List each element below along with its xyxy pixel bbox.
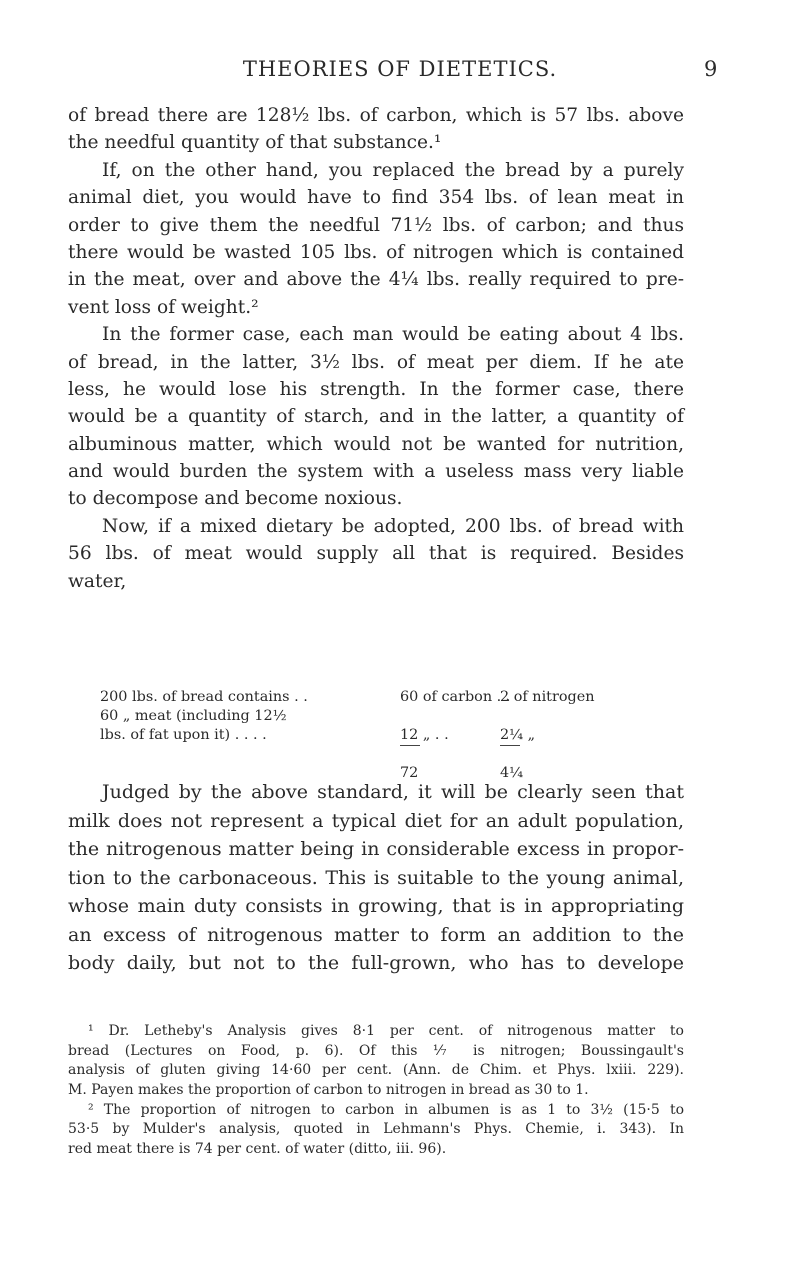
text-line: 56 lbs. of meat would supply all that is required. Besides — [68, 543, 684, 565]
text-line: albuminous matter, which would not be wanted for nutrition, — [68, 433, 684, 455]
nitrogen-value: 2¼ „ — [500, 727, 536, 743]
nutrient-table — [100, 688, 660, 783]
footnote-line: ¹ Dr. Letheby's Analysis gives 8·1 per cent. of nitrogenous matter to — [88, 1023, 684, 1039]
table-row — [100, 688, 660, 707]
text-line: an excess of nitrogenous matter to form an addition to the — [68, 923, 684, 946]
table-row — [100, 707, 660, 726]
text-line: Judged by the above standard, it will be clearly seen that — [102, 781, 684, 803]
text-line: less, he would lose his strength. In the former case, there — [68, 378, 684, 400]
text-line: tion to the carbonaceous. This is suitable to the young animal, — [68, 866, 684, 889]
row-label: lbs. of fat upon it) . . . . — [100, 727, 267, 743]
nitrogen-value: 2 of nitrogen — [500, 689, 595, 705]
text-line: milk does not represent a typical diet for an adult population, — [68, 809, 684, 832]
text-line: If, on the other hand, you replaced the bread by a purely — [102, 159, 684, 181]
text-line: to decompose and become noxious. — [68, 488, 403, 510]
text-line: Now, if a mixed dietary be adopted, 200 lbs. of bread with — [102, 515, 684, 537]
text-line: would be a quantity of starch, and in the latter, a quantity of — [68, 406, 684, 428]
footnote-line: ² The proportion of nitrogen to carbon in albumen is as 1 to 3½ (15·5 to — [88, 1101, 684, 1118]
footnote-line: red meat there is 74 per cent. of water (ditto, iii. 96). — [68, 1141, 447, 1158]
table-row — [100, 726, 660, 745]
text-line: water, — [68, 570, 127, 592]
text-line: the nitrogenous matter being in considerable excess in propor- — [68, 838, 684, 860]
text-line: animal diet, you would have to find 354 lbs. of lean meat in — [68, 187, 684, 209]
body-text — [68, 102, 684, 595]
text-line: order to give them the needful 71½ lbs. of carbon; and thus — [68, 214, 684, 236]
text-line: there would be wasted 105 lbs. of nitrogen which is contained — [68, 241, 684, 263]
body-text-continued — [68, 778, 684, 978]
text-line: vent loss of weight.² — [68, 296, 259, 318]
footnotes — [68, 1022, 684, 1160]
text-line: and would burden the system with a useless mass very liable — [68, 461, 684, 483]
footnote-line: M. Payen makes the proportion of carbon to nitrogen in bread as 30 to 1. — [68, 1082, 589, 1099]
text-line: in the meat, over and above the 4¼ lbs. really required to pre- — [68, 269, 684, 291]
text-line: whose main duty consists in growing, that is in appropriating — [68, 895, 684, 917]
footnote-line: analysis of gluten giving 14·60 per cent. (Ann. de Chim. et Phys. lxiii. 229). — [68, 1062, 684, 1079]
sum-rule — [500, 745, 520, 746]
footnote-line: bread (Lectures on Food, p. 6). Of this ⅐ is nitrogen; Boussingault's — [68, 1042, 684, 1059]
text-line: of bread there are 128½ lbs. of carbon, which is 57 lbs. above — [68, 105, 684, 126]
text-line: body daily, but not to the full-grown, who has to develope — [68, 952, 684, 974]
running-title: THEORIES OF DIETETICS. — [242, 57, 558, 81]
page-number: 9 — [704, 57, 718, 81]
nitrogen-total: 4¼ — [500, 765, 524, 781]
row-label: 200 lbs. of bread contains . . — [100, 689, 308, 705]
carbon-value: 60 of carbon . . — [400, 689, 511, 705]
carbon-total: 72 — [400, 765, 419, 781]
text-line: In the former case, each man would be eating about 4 lbs. — [102, 324, 684, 346]
carbon-value: 12 „ . . — [400, 727, 449, 743]
sum-rule — [400, 745, 420, 746]
text-line: of bread, in the latter, 3½ lbs. of meat per diem. If he ate — [68, 351, 684, 373]
row-label: 60 „ meat (including 12½ — [100, 708, 287, 724]
sum-rule-row — [100, 745, 660, 764]
page-header — [0, 55, 800, 89]
footnote-line: 53·5 by Mulder's analysis, quoted in Lehmann's Phys. Chemie, i. 343). In — [68, 1121, 684, 1138]
text-line: the needful quantity of that substance.¹ — [68, 132, 442, 154]
